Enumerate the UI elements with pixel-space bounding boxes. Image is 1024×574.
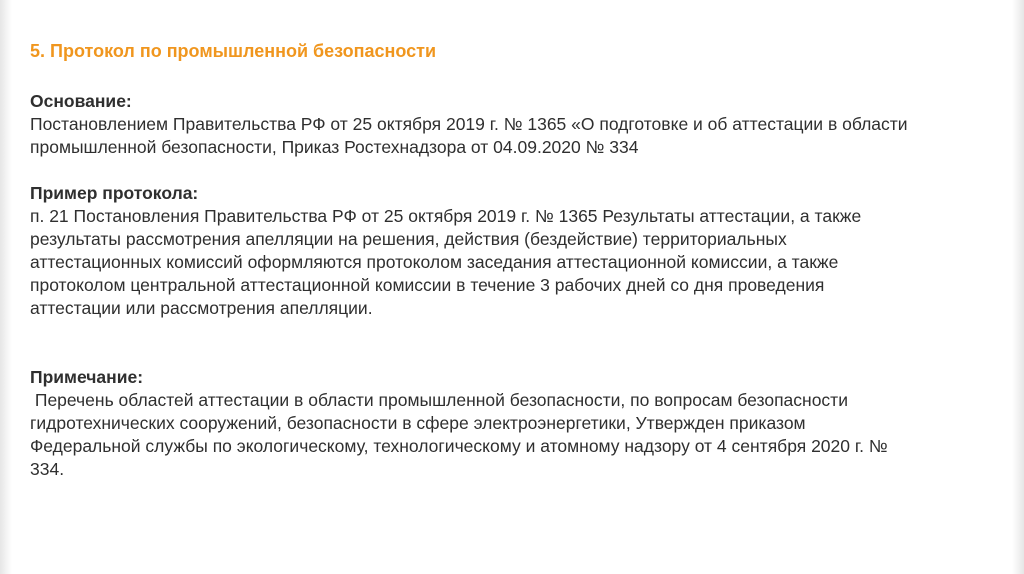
text-line: Постановлением Правительства РФ от 25 октября 2019 г. № 1365 «О подготовке и об аттестации в области bbox=[30, 114, 908, 134]
text-line: Перечень областей аттестации в области промышленной безопасности, по вопросам безопасности bbox=[30, 390, 848, 410]
text-line: гидротехнических сооружений, безопасности в сфере электроэнергетики, Утвержден приказом bbox=[30, 413, 806, 433]
section-example-heading: Пример протокола: bbox=[30, 183, 199, 203]
text-line: аттестации или рассмотрения апелляции. bbox=[30, 298, 373, 318]
section-basis-heading: Основание: bbox=[30, 91, 132, 111]
slide-content bbox=[30, 90, 1005, 481]
slide-left-shadow bbox=[0, 0, 12, 574]
text-line: п. 21 Постановления Правительства РФ от 25 октября 2019 г. № 1365 Результаты аттестации, а также bbox=[30, 206, 862, 226]
text-line: аттестационных комиссий оформляются протоколом заседания аттестационной комиссии, а также bbox=[30, 252, 839, 272]
slide-title: 5. Протокол по промышленной безопасности bbox=[30, 41, 437, 61]
section-example-text bbox=[30, 205, 1005, 320]
section-basis-text bbox=[30, 113, 1005, 159]
section-note-heading: Примечание: bbox=[30, 367, 144, 387]
text-line: результаты рассмотрения апелляции на решения, действия (бездействие) территориальных bbox=[30, 229, 787, 249]
text-line: 334. bbox=[30, 459, 65, 479]
section-basis bbox=[30, 90, 1005, 159]
section-example bbox=[30, 182, 1005, 320]
section-note bbox=[30, 366, 1005, 481]
text-line: Федеральной службы по экологическому, технологическому и атомному надзору от 4 сентября 2020 г. № bbox=[30, 436, 888, 456]
text-line: промышленной безопасности, Приказ Ростехнадзора от 04.09.2020 № 334 bbox=[30, 137, 639, 157]
slide-right-shadow bbox=[1012, 0, 1024, 574]
section-note-text bbox=[30, 389, 1005, 481]
text-line: протоколом центральной аттестационной комиссии в течение 3 рабочих дней со дня проведения bbox=[30, 275, 825, 295]
